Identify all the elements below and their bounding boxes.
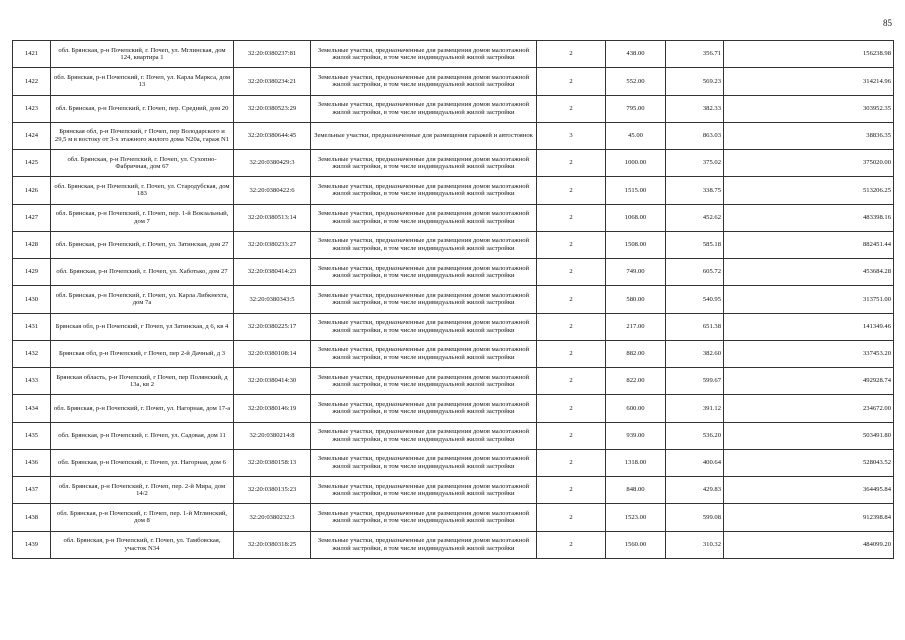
table-row [13, 122, 894, 149]
group-number-cell: 2 [537, 422, 606, 449]
specific-value-cell: 569.23 [666, 68, 724, 95]
area-cell: 1000.00 [606, 150, 666, 177]
land-use-cell: Земельные участки, предназначенные для размещения домов малоэтажной жилой застройки, в том числе индивидуальной жилой застройки [311, 531, 537, 558]
address-cell: обл. Брянская, р-н Почепский, г. Почеп, пер. 1-й Мглинский, дом 8 [51, 504, 234, 531]
row-number: 1421 [13, 41, 51, 68]
cadastral-number-cell: 32:20:0380234:21 [234, 68, 311, 95]
area-cell: 1068.00 [606, 204, 666, 231]
table-row [13, 313, 894, 340]
cadastral-number-cell: 32:20:0380232:3 [234, 504, 311, 531]
table-row [13, 177, 894, 204]
cadastral-value-cell: 314214.96 [724, 68, 894, 95]
table-row [13, 204, 894, 231]
specific-value-cell: 536.20 [666, 422, 724, 449]
specific-value-cell: 599.67 [666, 368, 724, 395]
cadastral-value-cell: 453684.28 [724, 259, 894, 286]
cadastral-value-table [12, 40, 894, 559]
table-body [13, 41, 894, 559]
address-cell: обл. Брянская, р-н Почепский, г. Почеп, ул. Садовая, дом 11 [51, 422, 234, 449]
table-row [13, 41, 894, 68]
land-use-cell: Земельные участки, предназначенные для размещения домов малоэтажной жилой застройки, в том числе индивидуальной жилой застройки [311, 368, 537, 395]
group-number-cell: 2 [537, 204, 606, 231]
specific-value-cell: 382.33 [666, 95, 724, 122]
address-cell: обл. Брянская, р-н Почепский, г. Почеп, ул. Стародубская, дом 183 [51, 177, 234, 204]
cadastral-value-cell: 484099.20 [724, 531, 894, 558]
address-cell: обл. Брянская, р-н Почепский, г. Почеп, пер. 2-й Мира, дом 14/2 [51, 477, 234, 504]
land-use-cell: Земельные участки, предназначенные для размещения домов малоэтажной жилой застройки, в том числе индивидуальной жилой застройки [311, 150, 537, 177]
address-cell: Брянская обл, р-н Почепский, г Почеп, пер 2-й Дачный, д 3 [51, 340, 234, 367]
area-cell: 600.00 [606, 395, 666, 422]
cadastral-value-cell: 303952.35 [724, 95, 894, 122]
table-row [13, 340, 894, 367]
area-cell: 1523.00 [606, 504, 666, 531]
specific-value-cell: 863.03 [666, 122, 724, 149]
cadastral-number-cell: 32:20:0380414:30 [234, 368, 311, 395]
cadastral-value-cell: 882451.44 [724, 231, 894, 258]
area-cell: 1508.00 [606, 231, 666, 258]
land-use-cell: Земельные участки, предназначенные для размещения домов малоэтажной жилой застройки, в том числе индивидуальной жилой застройки [311, 68, 537, 95]
specific-value-cell: 356.71 [666, 41, 724, 68]
land-use-cell: Земельные участки, предназначенные для размещения домов малоэтажной жилой застройки, в том числе индивидуальной жилой застройки [311, 504, 537, 531]
group-number-cell: 2 [537, 68, 606, 95]
group-number-cell: 2 [537, 150, 606, 177]
row-number: 1439 [13, 531, 51, 558]
cadastral-value-cell: 528043.52 [724, 449, 894, 476]
table-row [13, 477, 894, 504]
land-use-cell: Земельные участки, предназначенные для размещения домов малоэтажной жилой застройки, в том числе индивидуальной жилой застройки [311, 177, 537, 204]
table-row [13, 231, 894, 258]
row-number: 1425 [13, 150, 51, 177]
cadastral-number-cell: 32:20:0380318:25 [234, 531, 311, 558]
cadastral-value-cell: 313751.00 [724, 286, 894, 313]
cadastral-number-cell: 32:20:0380513:14 [234, 204, 311, 231]
area-cell: 1318.00 [606, 449, 666, 476]
group-number-cell: 2 [537, 449, 606, 476]
land-use-cell: Земельные участки, предназначенные для размещения гаражей и автостоянок [311, 122, 537, 149]
cadastral-value-cell: 483398.16 [724, 204, 894, 231]
group-number-cell: 3 [537, 122, 606, 149]
address-cell: обл. Брянская, р-н Почепский, г. Почеп, ул. Карла Маркса, дом 13 [51, 68, 234, 95]
cadastral-number-cell: 32:20:0380429:3 [234, 150, 311, 177]
land-use-cell: Земельные участки, предназначенные для размещения домов малоэтажной жилой застройки, в том числе индивидуальной жилой застройки [311, 231, 537, 258]
cadastral-value-cell: 364495.84 [724, 477, 894, 504]
cadastral-number-cell: 32:20:0380237:81 [234, 41, 311, 68]
cadastral-value-cell: 513206.25 [724, 177, 894, 204]
table-row [13, 286, 894, 313]
land-use-cell: Земельные участки, предназначенные для размещения домов малоэтажной жилой застройки, в том числе индивидуальной жилой застройки [311, 41, 537, 68]
table-row [13, 368, 894, 395]
row-number: 1431 [13, 313, 51, 340]
cadastral-number-cell: 32:20:0380422:6 [234, 177, 311, 204]
table-row [13, 395, 894, 422]
cadastral-number-cell: 32:20:0380146:19 [234, 395, 311, 422]
specific-value-cell: 452.62 [666, 204, 724, 231]
group-number-cell: 2 [537, 286, 606, 313]
land-use-cell: Земельные участки, предназначенные для размещения домов малоэтажной жилой застройки, в том числе индивидуальной жилой застройки [311, 204, 537, 231]
row-number: 1437 [13, 477, 51, 504]
cadastral-number-cell: 32:20:0380414:23 [234, 259, 311, 286]
cadastral-value-cell: 38836.35 [724, 122, 894, 149]
land-use-cell: Земельные участки, предназначенные для размещения домов малоэтажной жилой застройки, в том числе индивидуальной жилой застройки [311, 395, 537, 422]
address-cell: Брянская обл, р-н Почепский, г Почеп, пер Володарского и 29,5 м в востоку от 3-х этажного жилого дома N20а, гараж N1 [51, 122, 234, 149]
cadastral-value-cell: 503491.80 [724, 422, 894, 449]
specific-value-cell: 391.12 [666, 395, 724, 422]
land-use-cell: Земельные участки, предназначенные для размещения домов малоэтажной жилой застройки, в том числе индивидуальной жилой застройки [311, 340, 537, 367]
area-cell: 848.00 [606, 477, 666, 504]
land-use-cell: Земельные участки, предназначенные для размещения домов малоэтажной жилой застройки, в том числе индивидуальной жилой застройки [311, 313, 537, 340]
specific-value-cell: 400.64 [666, 449, 724, 476]
table-row [13, 95, 894, 122]
row-number: 1435 [13, 422, 51, 449]
cadastral-value-cell: 234672.00 [724, 395, 894, 422]
page-number: 85 [883, 18, 892, 28]
area-cell: 822.00 [606, 368, 666, 395]
area-cell: 939.00 [606, 422, 666, 449]
specific-value-cell: 599.08 [666, 504, 724, 531]
cadastral-number-cell: 32:20:0380225:17 [234, 313, 311, 340]
group-number-cell: 2 [537, 231, 606, 258]
land-use-cell: Земельные участки, предназначенные для размещения домов малоэтажной жилой застройки, в том числе индивидуальной жилой застройки [311, 259, 537, 286]
row-number: 1427 [13, 204, 51, 231]
area-cell: 217.00 [606, 313, 666, 340]
table-row [13, 259, 894, 286]
land-use-cell: Земельные участки, предназначенные для размещения домов малоэтажной жилой застройки, в том числе индивидуальной жилой застройки [311, 422, 537, 449]
land-use-cell: Земельные участки, предназначенные для размещения домов малоэтажной жилой застройки, в том числе индивидуальной жилой застройки [311, 95, 537, 122]
cadastral-number-cell: 32:20:0380343:5 [234, 286, 311, 313]
address-cell: обл. Брянская, р-н Почепский, г. Почеп, ул. Затинская, дом 27 [51, 231, 234, 258]
row-number: 1424 [13, 122, 51, 149]
row-number: 1434 [13, 395, 51, 422]
table-row [13, 449, 894, 476]
area-cell: 795.00 [606, 95, 666, 122]
address-cell: обл. Брянская, р-н Почепский, г. Почеп, ул. Сухопно-Фабричная, дом 67 [51, 150, 234, 177]
cadastral-number-cell: 32:20:0380214:8 [234, 422, 311, 449]
row-number: 1432 [13, 340, 51, 367]
row-number: 1428 [13, 231, 51, 258]
specific-value-cell: 310.32 [666, 531, 724, 558]
land-use-cell: Земельные участки, предназначенные для размещения домов малоэтажной жилой застройки, в том числе индивидуальной жилой застройки [311, 286, 537, 313]
address-cell: обл. Брянская, р-н Почепский, г. Почеп, ул. Карла Либкнехта, дом 7а [51, 286, 234, 313]
group-number-cell: 2 [537, 313, 606, 340]
cadastral-value-cell: 912398.84 [724, 504, 894, 531]
specific-value-cell: 540.95 [666, 286, 724, 313]
row-number: 1436 [13, 449, 51, 476]
row-number: 1423 [13, 95, 51, 122]
address-cell: обл. Брянская, р-н Почепский, г. Почеп, ул. Нагорная, дом 6 [51, 449, 234, 476]
group-number-cell: 2 [537, 477, 606, 504]
table-row [13, 531, 894, 558]
area-cell: 552.00 [606, 68, 666, 95]
cadastral-number-cell: 32:20:0380158:13 [234, 449, 311, 476]
cadastral-value-cell: 375020.00 [724, 150, 894, 177]
group-number-cell: 2 [537, 504, 606, 531]
area-cell: 882.00 [606, 340, 666, 367]
specific-value-cell: 338.75 [666, 177, 724, 204]
address-cell: обл. Брянская, р-н Почепский, г. Почеп, ул. Мглинская, дом 124, квартира 1 [51, 41, 234, 68]
land-use-cell: Земельные участки, предназначенные для размещения домов малоэтажной жилой застройки, в том числе индивидуальной жилой застройки [311, 449, 537, 476]
group-number-cell: 2 [537, 41, 606, 68]
address-cell: обл. Брянская, р-н Почепский, г. Почеп, ул. Тамбовская, участок N34 [51, 531, 234, 558]
specific-value-cell: 382.60 [666, 340, 724, 367]
cadastral-number-cell: 32:20:0380523:29 [234, 95, 311, 122]
specific-value-cell: 651.38 [666, 313, 724, 340]
table-row [13, 150, 894, 177]
area-cell: 580.00 [606, 286, 666, 313]
group-number-cell: 2 [537, 368, 606, 395]
group-number-cell: 2 [537, 531, 606, 558]
group-number-cell: 2 [537, 177, 606, 204]
specific-value-cell: 605.72 [666, 259, 724, 286]
address-cell: обл. Брянская, р-н Почепский, г. Почеп, пер. 1-й Вокзальный, дом 7 [51, 204, 234, 231]
area-cell: 438.00 [606, 41, 666, 68]
specific-value-cell: 429.83 [666, 477, 724, 504]
address-cell: Брянская обл, р-н Почепский, г Почеп, ул Затинская, д 6, кв 4 [51, 313, 234, 340]
group-number-cell: 2 [537, 395, 606, 422]
cadastral-number-cell: 32:20:0380108:14 [234, 340, 311, 367]
area-cell: 1560.00 [606, 531, 666, 558]
row-number: 1429 [13, 259, 51, 286]
table-row [13, 504, 894, 531]
specific-value-cell: 375.02 [666, 150, 724, 177]
group-number-cell: 2 [537, 340, 606, 367]
area-cell: 749.00 [606, 259, 666, 286]
address-cell: обл. Брянская, р-н Почепский, г. Почеп, ул. Нагорная, дом 17-а [51, 395, 234, 422]
row-number: 1422 [13, 68, 51, 95]
cadastral-number-cell: 32:20:0380135:23 [234, 477, 311, 504]
row-number: 1438 [13, 504, 51, 531]
cadastral-value-cell: 492928.74 [724, 368, 894, 395]
row-number: 1433 [13, 368, 51, 395]
cadastral-value-cell: 141349.46 [724, 313, 894, 340]
row-number: 1426 [13, 177, 51, 204]
specific-value-cell: 585.18 [666, 231, 724, 258]
address-cell: Брянская область, р-н Почепский, г Почеп, пер Полянский, д 13а, кв 2 [51, 368, 234, 395]
group-number-cell: 2 [537, 259, 606, 286]
table-row [13, 422, 894, 449]
area-cell: 45.00 [606, 122, 666, 149]
cadastral-value-cell: 337453.20 [724, 340, 894, 367]
address-cell: обл. Брянская, р-н Почепский, г. Почеп, пер. Средний, дом 20 [51, 95, 234, 122]
area-cell: 1515.00 [606, 177, 666, 204]
address-cell: обл. Брянская, р-н Почепский, г. Почеп, ул. Хаботько, дом 27 [51, 259, 234, 286]
table-row [13, 68, 894, 95]
land-use-cell: Земельные участки, предназначенные для размещения домов малоэтажной жилой застройки, в том числе индивидуальной жилой застройки [311, 477, 537, 504]
cadastral-number-cell: 32:20:0380233:27 [234, 231, 311, 258]
cadastral-number-cell: 32:20:0380644:45 [234, 122, 311, 149]
row-number: 1430 [13, 286, 51, 313]
group-number-cell: 2 [537, 95, 606, 122]
cadastral-value-cell: 156238.98 [724, 41, 894, 68]
